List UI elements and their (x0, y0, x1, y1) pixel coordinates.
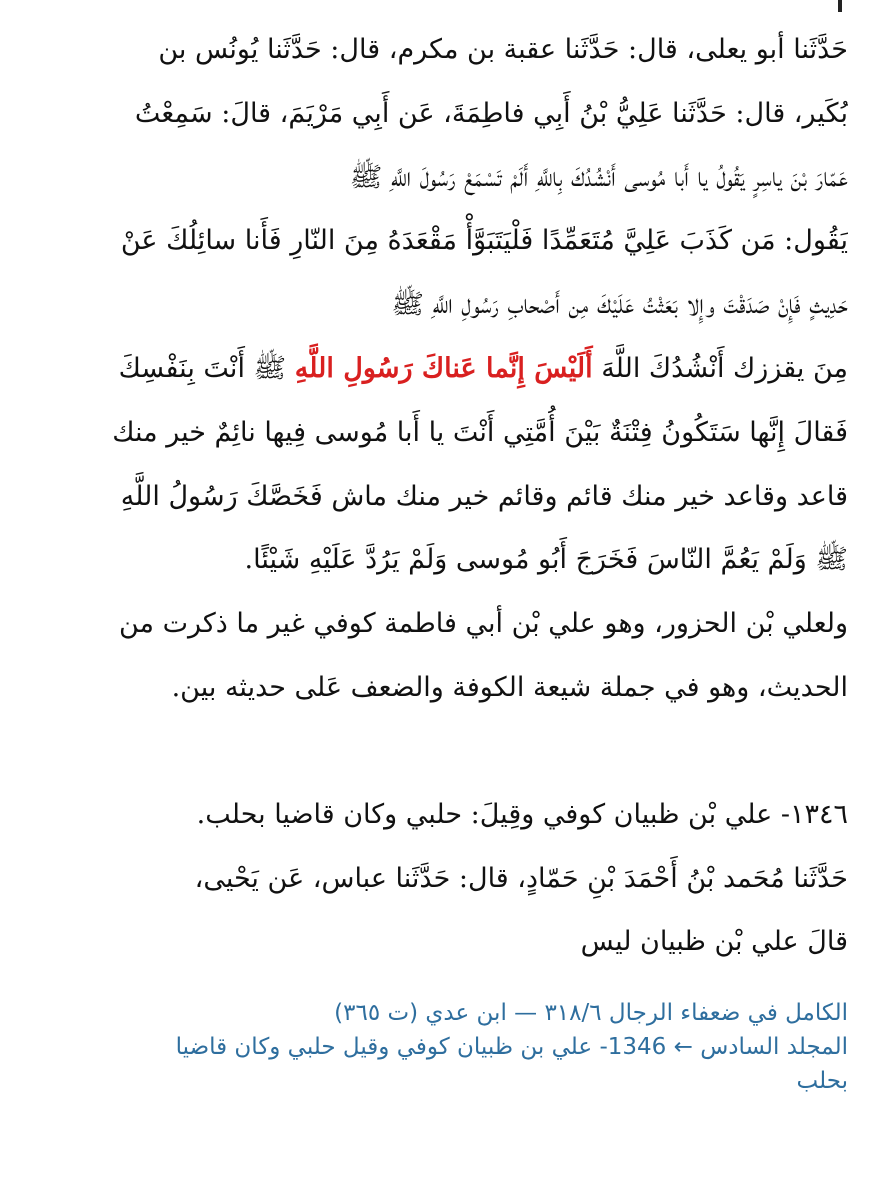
highlighted-phrase: أَلَيْسَ إِنَّما عَناكَ رَسُولِ اللَّهِ (294, 352, 593, 384)
source-chapter[interactable]: المجلد السادس ← 1346- علي بن ظبيان كوفي وقيل حلبي وكان قاضيا (175, 1034, 848, 1061)
text-line: حَدَّثَنا مُحَمد بْنُ أَحْمَدَ بْنِ حَمّادٍ، قال: حَدَّثَنا عباس، عَن يَحْيى، (194, 862, 848, 894)
text-line: يَقُول: مَن كَذَبَ عَلِيَّ مُتَعَمِّدًا فَلْيَتَبَوَّأْ مَقْعَدَهُ مِنَ النّارِ فَأَنا سائِلُكَ عَنْ (120, 225, 848, 257)
source-chapter-continued[interactable]: بحلب (796, 1068, 848, 1095)
text-line: فَقالَ إِنَّها سَتَكُونُ فِتْنَةٌ بَيْنَ أُمَّتِي أَنْتَ يا أَبا مُوسى فِيها نائِمٌ خير منك (112, 416, 848, 448)
text-line: الحديث، وهو في جملة شيعة الكوفة والضعف عَلى حديثه بين. (171, 671, 848, 703)
top-edge-mark (838, 0, 842, 12)
entry-heading-line: ١٣٤٦- علي بْن ظبيان كوفي وقِيلَ: حلبي وكان قاضيا بحلب. (196, 798, 848, 830)
text-line: حَدَّثَنا أبو يعلى، قال: حَدَّثَنا عقبة بن مكرم، قال: حَدَّثَنا يُونُس بن (158, 34, 848, 65)
text-segment: ﷺ أَنْتَ بِنَفْسِكَ (118, 352, 287, 384)
source-book-title[interactable]: الكامل في ضعفاء الرجال ٣١٨/٦ — ابن عدي (ت ٣٦٥) (334, 1000, 848, 1027)
text-segment: مِنَ يقززك أَنْشُدُكَ اللَّهَ (601, 352, 848, 384)
text-line: ﷺ وَلَمْ يَعُمَّ النّاسَ فَخَرَجَ أَبُو مُوسى وَلَمْ يَرُدَّ عَلَيْهِ شَيْئًا. (244, 544, 848, 576)
text-line: عَمّارَ بْنَ ياسِرٍ يَقُولُ يا أَبا مُوسى أَنْشُدُكَ بِاللَّهِ أَلَمْ تَسْمَعْ رَسُولَ اللَّهِ ﷺ (349, 161, 848, 193)
text-line-with-highlight (20, 337, 848, 401)
hadith-paragraph (20, 18, 848, 592)
text-line: ولعلي بْن الحزور، وهو علي بْن أبي فاطمة كوفي غير ما ذكرت من (119, 608, 848, 640)
note-paragraph (20, 592, 848, 720)
source-citation-link[interactable] (20, 996, 848, 1098)
book-page (20, 18, 848, 1098)
entry-1346-paragraph (20, 783, 848, 974)
text-line: قالَ علي بْن ظبيان ليس (580, 926, 848, 958)
text-line: قاعد وقاعد خير منك قائم وقائم خير منك ماش فَخَصَّكَ رَسُولُ اللَّهِ (120, 480, 848, 512)
text-line: حَدِيثٍ فَإِنْ صَدَقْتَ وإِلا بَعَثْتُ عَلَيْكَ مِن أَصْحابِ رَسُولِ اللَّهِ ﷺ (391, 289, 848, 321)
text-line: بُكَير، قال: حَدَّثَنا عَلِيُّ بْنُ أَبِي فاطِمَةَ، عَن أَبِي مَرْيَمَ، قالَ: سَمِعْتُ (134, 97, 848, 129)
